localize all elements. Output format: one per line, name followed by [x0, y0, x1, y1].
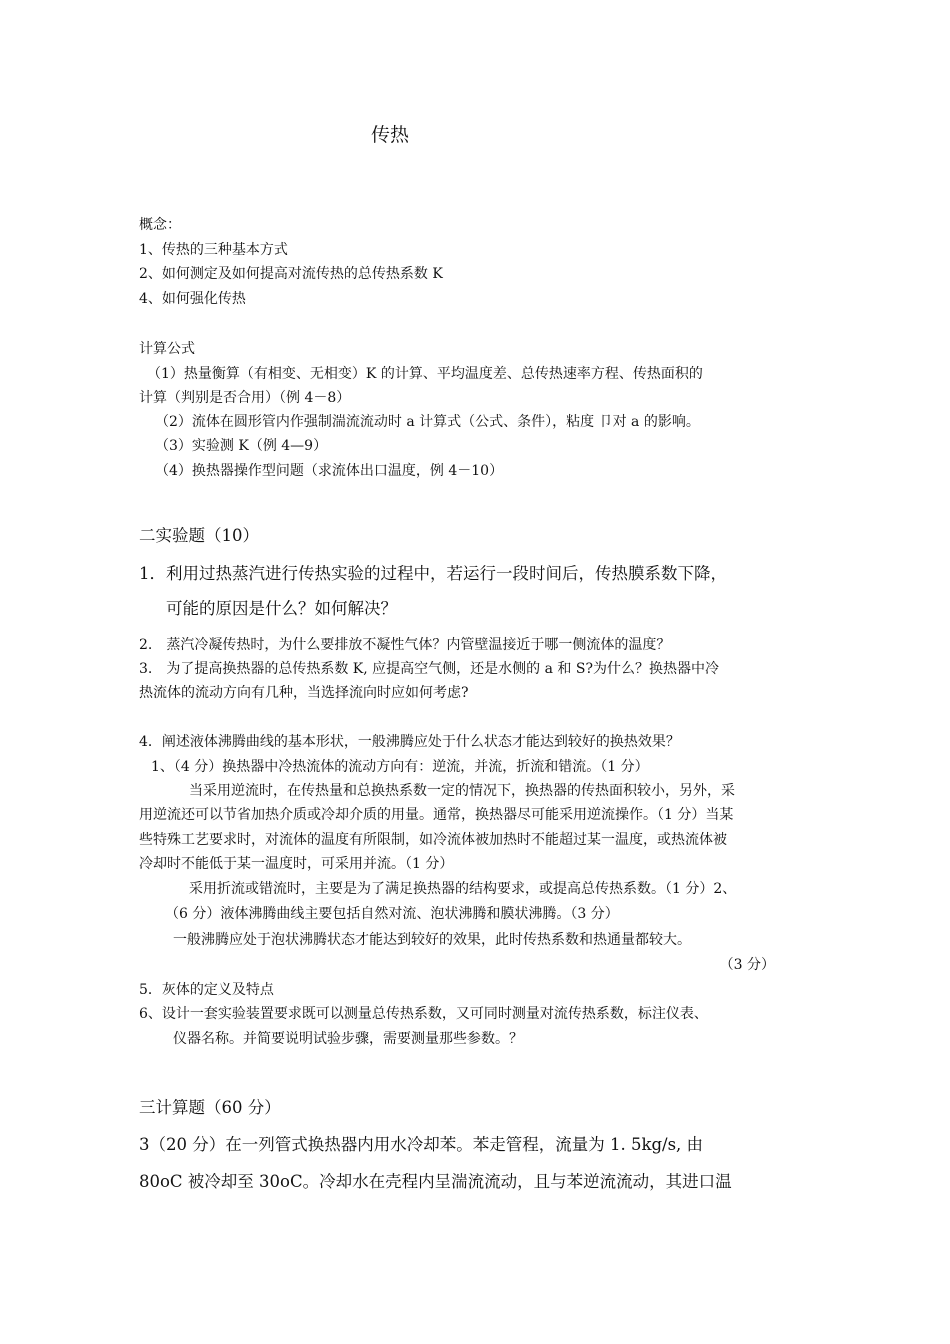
question-2: 2. 蒸汽冷凝传热时，为什么要排放不凝性气体？内管壁温接近于哪一侧流体的温度？ — [139, 637, 671, 653]
answer-line: 一般沸腾应处于泡状沸腾状态才能达到较好的效果，此时传热系数和热通量都较大。 — [173, 932, 691, 948]
formula-line: （1）热量衡算（有相变、无相变）K 的计算、平均温度差、总传热速率方程、传热面积的 — [147, 366, 703, 382]
question-4: 4．阐述液体沸腾曲线的基本形状，一般沸腾应处于什么状态才能达到较好的换热效果？ — [139, 734, 680, 750]
concept-item: 2、如何测定及如何提高对流传热的总传热系数 K — [139, 266, 443, 282]
concepts-heading: 概念： — [139, 217, 181, 233]
calculation-heading: 三计算题（60 分） — [139, 1098, 281, 1117]
question-3-line: 3. 为了提高换热器的总传热系数 K, 应提高空气侧，还是水侧的 a 和 S?为什么？换热器中冷 — [139, 661, 719, 677]
question-3-line: 热流体的流动方向有几种，当选择流向时应如何考虑? — [139, 685, 469, 701]
concept-item: 4、如何强化传热 — [139, 291, 246, 307]
question-1-line: 1．利用过热蒸汽进行传热实验的过程中，若运行一段时间后，传热膜系数下降， — [139, 564, 727, 583]
question-1-line: 可能的原因是什么？如何解决？ — [166, 599, 397, 618]
question-6-line: 6、设计一套实验装置要求既可以测量总传热系数，又可同时测量对流传热系数，标注仪表、 — [139, 1006, 708, 1022]
question-6-line: 仪器名称。并简要说明试验步骤，需要测量那些参数。？ — [173, 1031, 523, 1047]
formula-line: 计算（判别是否合用）（例 4－8） — [139, 390, 351, 406]
answer-line: 当采用逆流时，在传热量和总换热系数一定的情况下，换热器的传热面积较小，另外，采 — [189, 783, 735, 799]
concept-item: 1、传热的三种基本方式 — [139, 242, 288, 258]
answer-line: 些特殊工艺要求时，对流体的温度有所限制，如冷流体被加热时不能超过某一温度，或热流体被 — [139, 832, 727, 848]
calculation-line: 3（20 分）在一列管式换热器内用水冷却苯。苯走管程，流量为 1. 5kg/s, 由 — [139, 1135, 704, 1154]
formula-line: （2）流体在圆形管内作强制湍流流动时 a 计算式（公式、条件），粘度 卩对 a 的影响。 — [155, 414, 700, 430]
answer-score: （3 分） — [719, 957, 775, 973]
formula-line: （4）换热器操作型问题（求流体出口温度，例 4－10） — [155, 463, 504, 479]
answer-line: 1、（4 分）换热器中冷热流体的流动方向有：逆流，并流，折流和错流。（1 分） — [151, 759, 649, 775]
answer-line: 冷却时不能低于某一温度时，可采用并流。（1 分） — [139, 856, 454, 872]
calculation-line: 80oC 被冷却至 30oC。冷却水在壳程内呈湍流流动，且与苯逆流流动，其进口温 — [139, 1172, 732, 1191]
answer-line: （6 分）液体沸腾曲线主要包括自然对流、泡状沸腾和膜状沸腾。（3 分） — [165, 906, 619, 922]
page-title: 传热 — [371, 124, 410, 146]
formulas-heading: 计算公式 — [139, 341, 195, 357]
answer-line: 采用折流或错流时，主要是为了满足换热器的结构要求，或提高总传热系数。（1 分）2、 — [189, 881, 737, 897]
formula-line: （3）实验测 K（例 4—9） — [155, 438, 328, 454]
experiment-heading: 二实验题（10） — [139, 526, 259, 545]
question-5: 5．灰体的定义及特点 — [139, 982, 274, 998]
answer-line: 用逆流还可以节省加热介质或冷却介质的用量。通常，换热器尽可能采用逆流操作。（1 分）当某 — [139, 807, 734, 823]
